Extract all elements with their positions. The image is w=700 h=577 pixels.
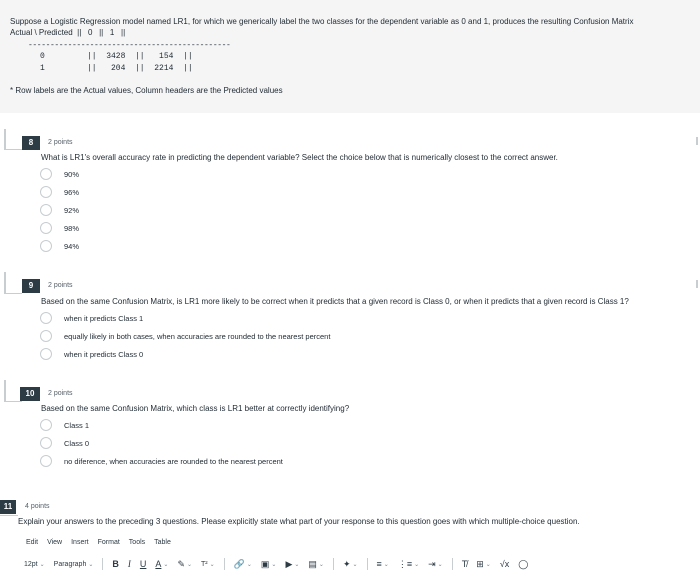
question-points: 4 points (25, 503, 50, 510)
question-divider (4, 293, 22, 294)
option-label: Class 0 (64, 438, 90, 448)
matrix-row-cells: || 3428 || 154 || (87, 52, 193, 61)
question-bar (4, 272, 6, 293)
embed-button[interactable] (343, 559, 358, 570)
answer-option[interactable] (40, 311, 143, 325)
question-divider (0, 515, 18, 516)
answer-option[interactable] (40, 347, 143, 361)
chevron-down-icon: ⌄ (352, 561, 358, 568)
question-text: Based on the same Confusion Matrix, which class is LR1 better at correctly identifying? (41, 404, 350, 413)
document-icon: ▤ (308, 558, 317, 569)
answer-option[interactable] (40, 454, 283, 468)
answer-option[interactable] (40, 329, 330, 343)
matrix-note: * Row labels are the Actual values, Column headers are the Predicted values (10, 86, 283, 95)
editor-menubar (26, 539, 171, 546)
intro-text: Suppose a Logistic Regression model named LR1, for which we generically label the two classes for the dependent variable as 0 and 1, produces the resulting Confusion Matrix (10, 17, 634, 26)
toolbar-divider (333, 558, 334, 570)
highlight-icon: ✎ (177, 558, 185, 569)
chevron-down-icon: ⌄ (186, 561, 193, 568)
answer-option[interactable] (40, 167, 79, 181)
media-button[interactable] (285, 559, 299, 570)
question-bar (4, 129, 6, 149)
radio-button[interactable] (40, 437, 52, 449)
embed-icon: ✦ (342, 558, 351, 569)
chevron-down-icon: ⌄ (485, 561, 491, 568)
block-format-select[interactable] (54, 561, 94, 568)
option-label: 92% (64, 205, 80, 215)
superscript-button[interactable] (201, 561, 215, 568)
bold-button[interactable]: B (112, 559, 119, 569)
media-icon: ▶ (285, 558, 293, 569)
superscript-icon: T² (201, 560, 208, 568)
math-icon: √x (499, 559, 510, 569)
radio-button[interactable] (40, 240, 52, 252)
radio-button[interactable] (40, 168, 52, 180)
clear-format-icon: T̸ (461, 559, 468, 569)
chevron-down-icon: ⌄ (437, 561, 443, 568)
clear-format-button[interactable] (462, 559, 468, 569)
option-label: 96% (64, 187, 80, 197)
option-label: 94% (64, 241, 80, 251)
option-label: Class 1 (64, 420, 90, 430)
link-icon: 🔗 (233, 558, 245, 569)
radio-button[interactable] (40, 222, 52, 234)
edge-mark (696, 280, 698, 288)
option-label: no diference, when accuracies are rounded to the nearest percent (64, 456, 283, 466)
option-label: when it predicts Class 1 (64, 313, 144, 323)
answer-option[interactable] (40, 185, 79, 199)
option-label: 98% (64, 223, 80, 233)
image-icon: ▣ (260, 558, 270, 569)
document-button[interactable] (308, 559, 324, 570)
question-text: Explain your answers to the preceding 3 questions. Please explicitly state what part of your response to this question goes with which multiple-choice question. (18, 517, 580, 526)
underline-button[interactable]: U (139, 559, 147, 569)
question-text: What is LR1's overall accuracy rate in predicting the dependent variable? Select the choice below that is numerically closest to the correct answer. (41, 153, 558, 162)
indent-icon: ⇥ (428, 558, 436, 569)
menu-view[interactable]: View (47, 539, 63, 546)
block-format-value: Paragraph (53, 560, 87, 568)
matrix-row-cells: || 204 || 2214 || (87, 64, 193, 73)
answer-option[interactable] (40, 418, 89, 432)
question-points: 2 points (48, 139, 73, 146)
radio-button[interactable] (40, 330, 52, 342)
list-button[interactable] (398, 559, 419, 570)
chevron-down-icon: ⌄ (246, 561, 252, 568)
option-label: 90% (64, 169, 80, 179)
question-text: Based on the same Confusion Matrix, is LR1 more likely to be correct when it predicts that a given record is Class 0, or when it predicts that a given record is Class 1? (41, 297, 629, 306)
menu-tools[interactable]: Tools (128, 539, 146, 546)
question-number: 10 (20, 387, 40, 401)
matrix-header: Actual \ Predicted || 0 || 1 || (10, 28, 126, 37)
chevron-down-icon: ⌄ (318, 561, 324, 568)
chevron-down-icon: ⌄ (294, 561, 300, 568)
table-button[interactable] (476, 559, 491, 570)
chevron-down-icon: ⌄ (88, 561, 94, 568)
toolbar-divider (367, 558, 368, 570)
question-10 (0, 380, 700, 475)
matrix-separator: ---------------------------------------------- (28, 41, 231, 50)
option-label: when it predicts Class 0 (64, 349, 144, 359)
question-points: 2 points (48, 282, 73, 289)
radio-button[interactable] (40, 455, 52, 467)
radio-button[interactable] (40, 186, 52, 198)
text-color-icon: A (155, 559, 162, 569)
list-icon: ⋮≡ (397, 558, 413, 569)
font-size-select[interactable] (24, 561, 45, 568)
menu-format[interactable]: Format (97, 539, 120, 546)
matrix-row-label: 0 (40, 52, 45, 61)
highlight-button[interactable] (177, 559, 192, 570)
question-number: 11 (0, 500, 16, 514)
accessibility-button[interactable] (518, 559, 528, 570)
question-intro (0, 0, 700, 113)
answer-option[interactable] (40, 436, 89, 450)
table-icon: ⊞ (476, 558, 484, 569)
radio-button[interactable] (40, 204, 52, 216)
toolbar-divider (224, 558, 225, 570)
text-color-button[interactable] (155, 559, 168, 569)
question-bar (4, 380, 6, 401)
chevron-down-icon: ⌄ (209, 561, 215, 568)
edge-mark (696, 137, 698, 145)
question-divider (4, 401, 22, 402)
chevron-down-icon: ⌄ (271, 561, 277, 568)
radio-button[interactable] (40, 419, 52, 431)
menu-table[interactable]: Table (154, 539, 171, 546)
menu-edit[interactable]: Edit (26, 539, 39, 546)
question-divider (4, 149, 22, 150)
chevron-down-icon: ⌄ (39, 561, 45, 568)
menu-insert[interactable]: Insert (71, 539, 89, 546)
accessibility-icon: ◯ (518, 558, 529, 569)
matrix-row-label: 1 (40, 64, 45, 73)
answer-option[interactable] (40, 239, 79, 253)
image-button[interactable] (261, 559, 277, 570)
question-number: 8 (22, 136, 40, 150)
toolbar-divider (102, 558, 103, 570)
radio-button[interactable] (40, 312, 52, 324)
indent-button[interactable] (428, 559, 443, 570)
link-button[interactable] (234, 559, 252, 570)
math-button[interactable] (500, 559, 509, 569)
align-icon: ≡ (376, 559, 382, 569)
answer-option[interactable] (40, 221, 79, 235)
question-9 (0, 272, 700, 367)
editor-toolbar (24, 557, 537, 571)
option-label: equally likely in both cases, when accuracies are rounded to the nearest percent (64, 331, 331, 341)
answer-option[interactable] (40, 203, 79, 217)
align-button[interactable] (377, 559, 389, 569)
question-8 (0, 129, 700, 264)
chevron-down-icon: ⌄ (414, 561, 420, 568)
chevron-down-icon: ⌄ (383, 561, 389, 568)
question-points: 2 points (48, 390, 73, 397)
font-size-value: 12pt (24, 560, 38, 568)
chevron-down-icon: ⌄ (163, 561, 169, 568)
question-number: 9 (22, 279, 40, 293)
toolbar-divider (452, 558, 453, 570)
radio-button[interactable] (40, 348, 52, 360)
italic-button[interactable]: I (127, 559, 131, 569)
